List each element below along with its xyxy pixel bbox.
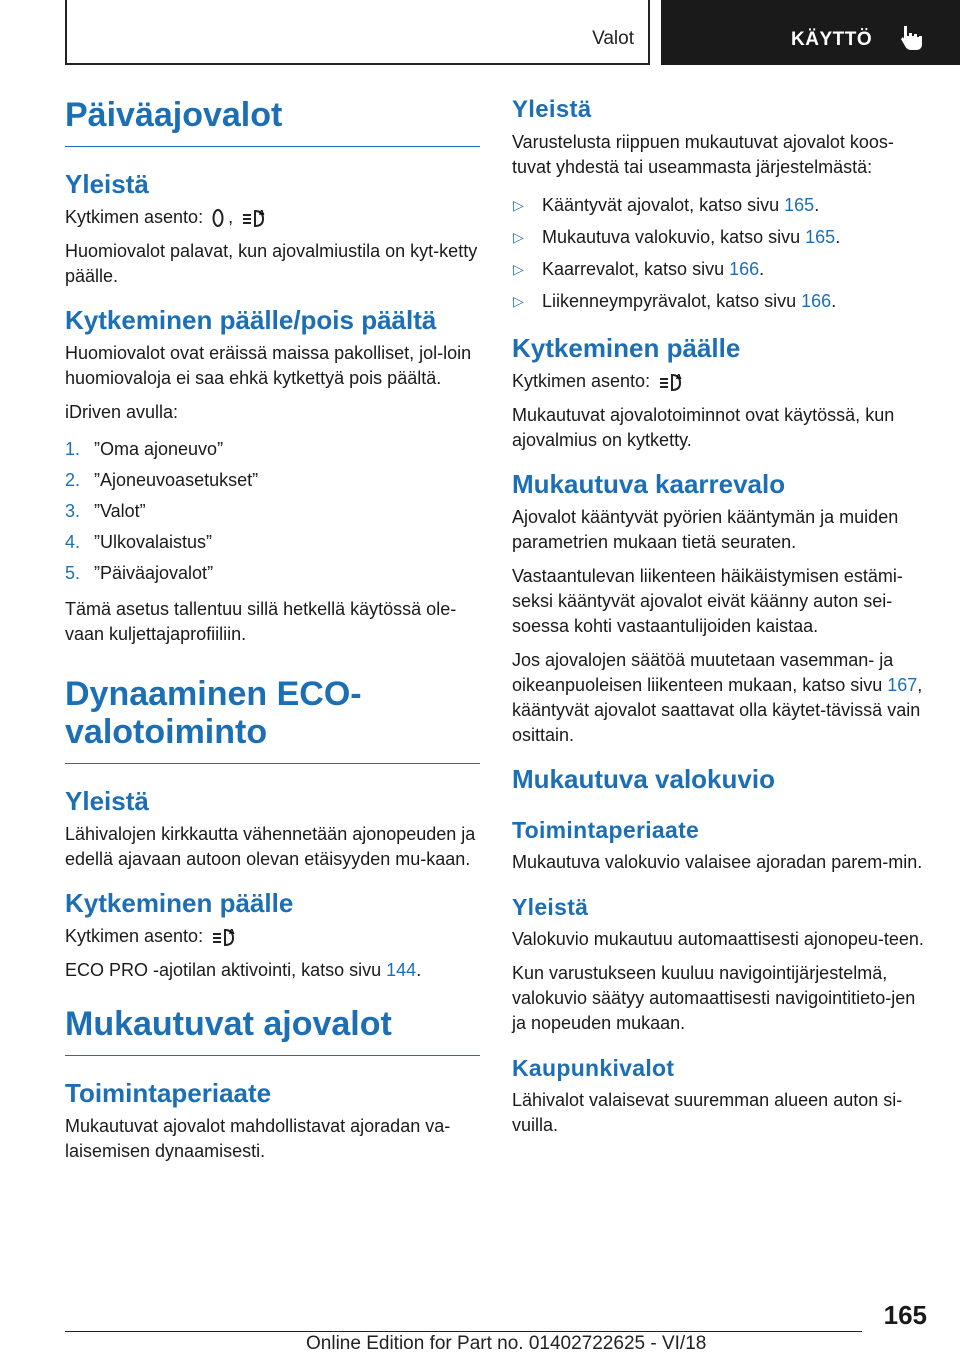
systems-list [512,189,927,317]
auto-headlight-icon [658,371,684,393]
svg-text:A: A [259,209,265,218]
heading-curve-light: Mukautuva kaarrevalo [512,469,786,499]
section-switch-on-right [512,333,927,453]
svg-text:A: A [229,928,235,937]
on-off-text: Huomiovalot ovat eräissä maissa pakolliset, jol-loin huomiovaloja ei saa ehkä kytkettyä pois päältä. [65,343,472,388]
header-box [65,0,650,65]
switch-position-text: Kytkimen asento: , A [65,205,480,230]
page-link[interactable]: 165 [784,195,815,215]
heading-on-off: Kytkeminen päälle/pois päältä [65,305,437,335]
section-light-pattern [512,764,927,1138]
pattern-general-text-2: Kun varustukseen kuuluu navigointijärjestelmä, valokuvio säätyy automaattisesti navigointitieto-jen ja nopeuden mukaan. [512,963,916,1033]
list-item: ▷ Mukautuva valokuvio, katso sivu 165. [512,221,927,253]
page-link[interactable]: 144 [386,960,417,980]
light-switch-off-icon [211,208,225,228]
heading-adaptive-lights: Mukautuvat ajovalot [65,1005,480,1056]
city-lights-text: Lähivalot valaisevat suuremman alueen auton si-vuilla. [512,1090,903,1135]
footer-divider [65,1331,862,1332]
section-general-2 [65,786,480,872]
page-link[interactable]: 166 [801,291,832,311]
list-item: ▷ Kääntyvät ajovalot, katso sivu 165. [512,189,927,221]
section-title: Valot [592,28,634,49]
page-link[interactable]: 166 [729,259,760,279]
section-general-1 [65,169,480,289]
left-column [65,96,480,1180]
bullet-triangle-icon: ▷ [513,229,524,245]
heading-city-lights: Kaupunkivalot [512,1055,675,1081]
heading-daytime-lights: Päiväajovalot [65,96,480,147]
list-item: ▷ Kaarrevalot, katso sivu 166. [512,253,927,285]
heading-light-pattern: Mukautuva valokuvio [512,764,775,794]
heading-general: Yleistä [65,786,149,816]
heading-eco-light: Dynaaminen ECO-valotoiminto [65,675,480,764]
bullet-triangle-icon: ▷ [513,293,524,309]
adaptive-on-text: Mukautuvat ajovalotoiminnot ovat käytössä, kun ajovalmius on kytketty. [512,405,895,450]
chapter-tab-label: KÄYTTÖ [791,29,873,50]
list-item: ▷ Liikenneympyrävalot, katso sivu 166. [512,285,927,317]
auto-headlight-icon [241,207,267,229]
list-item: 3. ”Valot” [65,501,146,521]
auto-headlight-icon [211,926,237,948]
list-item: 4. ”Ulkovalaistus” [65,532,213,552]
heading-general: Yleistä [512,894,589,920]
heading-switch-on: Kytkeminen päälle [512,333,741,363]
section-principle [65,1078,480,1164]
heading-principle: Toimintaperiaate [512,817,700,843]
pattern-principle-text: Mukautuva valokuvio valaisee ajoradan parem-min. [512,852,923,872]
section-general-right [512,96,927,317]
heading-principle: Toimintaperiaate [65,1078,272,1108]
edition-text: Online Edition for Part no. 01402722625 - VI/18 [306,1333,707,1354]
section-switch-on [65,888,480,983]
idrive-steps [65,434,480,589]
section-curve-light [512,469,927,748]
page-link[interactable]: 165 [805,227,836,247]
curve-text-2: Vastaantulevan liikenteen häikäistymisen estämi-seksi kääntyvät ajovalot eivät käänny auton sei-soessa kohti vastaantulijoiden kaistaa. [512,566,903,636]
curve-text-1: Ajovalot kääntyvät pyörien kääntymän ja muiden parametrien mukaan tietä seuraten. [512,507,899,552]
list-item: 5. ”Päiväajovalot” [65,563,214,583]
eco-pro-text: ECO PRO -ajotilan aktivointi, katso sivu 144. [65,960,422,980]
page-link[interactable]: 167 [887,675,918,695]
heading-general: Yleistä [65,169,149,199]
profile-text: Tämä asetus tallentuu sillä hetkellä käytössä ole-vaan kuljettajaprofiiliin. [65,599,457,644]
principle-text: Mukautuvat ajovalot mahdollistavat ajoradan va-laisemisen dynaamisesti. [65,1116,451,1161]
chapter-tab[interactable] [661,0,960,65]
general-text: Huomiovalot palavat, kun ajovalmiustila on kyt-ketty päälle. [65,241,478,286]
heading-general: Yleistä [512,96,592,123]
curve-text-3: Jos ajovalojen säätöä muutetaan vasemman- ja oikeanpuoleisen liikenteen mukaan, katso sivu 167, kääntyvät ajovalot saattavat olla käytet-tävissä vain osittain. [512,650,923,745]
svg-text:A: A [676,373,682,382]
section-on-off [65,305,480,647]
switch-position-text: Kytkimen asento: A [65,924,480,949]
idrive-text: iDriven avulla: [65,402,179,422]
bullet-triangle-icon: ▷ [513,261,524,277]
bullet-triangle-icon: ▷ [513,197,524,213]
list-item: 2. ”Ajoneuvoasetukset” [65,470,259,490]
switch-position-text: Kytkimen asento: A [512,369,927,394]
right-column [512,96,927,1147]
heading-switch-on: Kytkeminen päälle [65,888,294,918]
page-number: 165 [883,1300,927,1330]
pattern-general-text-1: Valokuvio mukautuu automaattisesti ajonopeu-teen. [512,929,924,949]
systems-text: Varustelusta riippuen mukautuvat ajovalot koos-tuvat yhdestä tai useammasta järjestelmästä: [512,132,894,177]
eco-general-text: Lähivalojen kirkkautta vähennetään ajonopeuden ja edellä ajavaan autoon olevan etäisyyden mu-kaan. [65,824,476,869]
list-item: 1. ”Oma ajoneuvo” [65,439,224,459]
hand-pointer-icon [899,24,925,52]
